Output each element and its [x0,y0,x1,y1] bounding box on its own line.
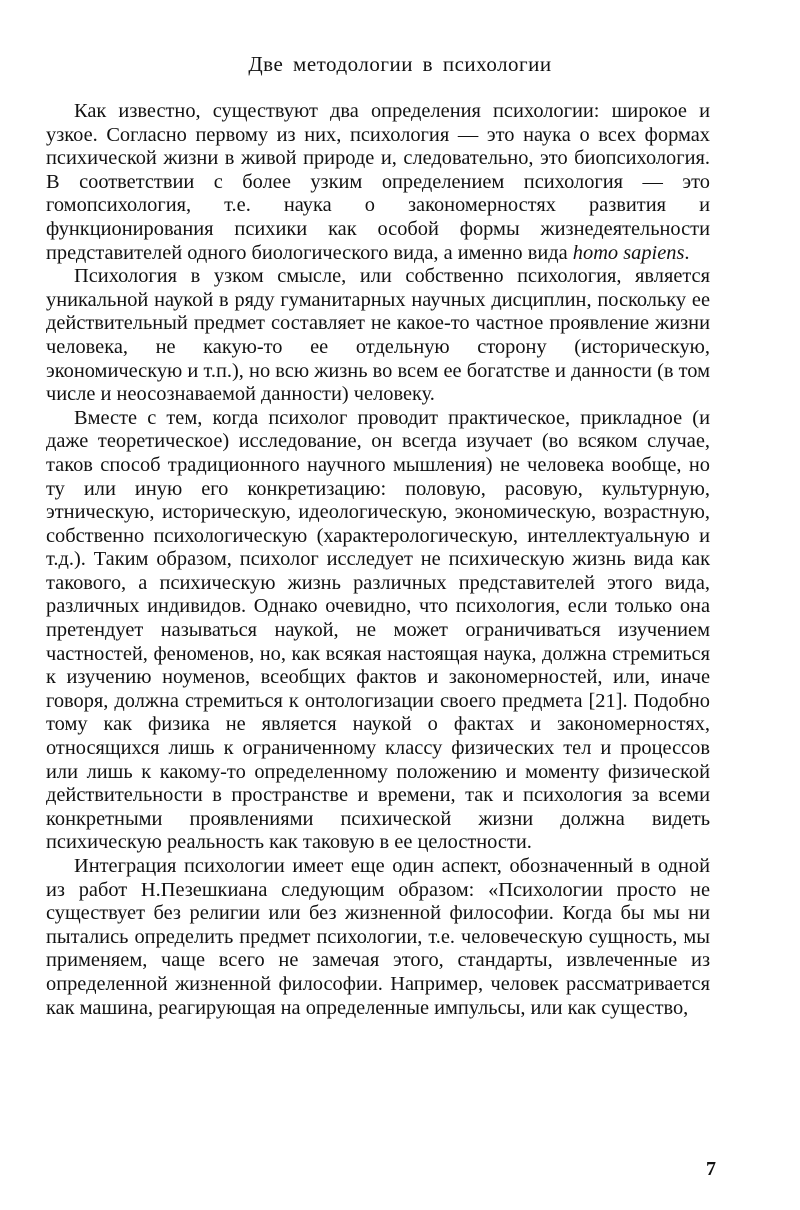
paragraph: Вместе с тем, когда психолог проводит практическое, прикладное (и даже теоретическое) исследование, он всегда изучает (во всяком случае, таков способ традиционного научного мышления) не человека вообще, но ту или иную его конкретизацию: половую, расовую, культурную, этническую, историческую, идеологическую, экономическую, возрастную, собственно психологическую (характерологическую, интеллектуальную и т.д.). Таким образом, психолог исследует не психическую жизнь вида как такового, а психическую жизнь различных представителей этого вида, различных индивидов. Однако очевидно, что психология, если только она претендует называться наукой, не может ограничиваться изучением частностей, феноменов, но, как всякая настоящая наука, должна стремиться к изучению ноуменов, всеобщих фактов и закономерностей, или, иначе говоря, должна стремиться к онтологизации своего предмета [21]. Подобно тому как физика не является наукой о фактах и закономерностях, относящихся лишь к ограниченному классу физических тел и процессов или лишь к какому-то определенному положению и моменту физической действительности в пространстве и времени, так и психология за всеми конкретными проявлениями психической жизни должна видеть психическую реальность как таковую в ее целостности. [46,406,710,854]
paragraph [46,100,710,265]
paragraph-text-end: . [684,241,690,264]
paragraph: Интеграция психологии имеет еще один аспект, обозначенный в одной из работ Н.Пезешкиана следующим образом: «Психологии просто не существует без религии или без жизненной философии. Когда бы мы ни пытались определить предмет психологии, т.е. человеческую сущность, мы применяем, чаще всего не замечая этого, стандарты, извлеченные из определенной жизненной философии. Например, человек рассматривается как машина, реагирующая на определенные импульсы, или как существо, [46,855,710,1019]
body-text [46,100,710,1020]
paragraph-text: Как известно, существуют два определения психологии: широкое и узкое. Согласно первому из них, психология — это наука о всех формах психической жизни в живой природе и, следовательно, это биопсихология. В соответствии с более узким определением психология — это гомопсихология, т.е. наука о закономерностях развития и функционирования психики как особой формы жизнедеятельности представителей одного биологического вида, а именно вида [46,100,710,264]
paragraph: Психология в узком смысле, или собственно психология, является уникальной наукой в ряду гуманитарных научных дисциплин, поскольку ее действительный предмет составляет не какое-то частное проявление жизни человека, не какую-то ее отдельную сторону (историческую, экономическую и т.п.), но всю жизнь во всем ее богатстве и данности (в том числе и неосознаваемой данности) человеку. [46,265,710,406]
page-title: Две методологии в психологии [248,52,552,76]
italic-term: homo sapiens [572,241,685,264]
page-number: 7 [706,1158,716,1180]
